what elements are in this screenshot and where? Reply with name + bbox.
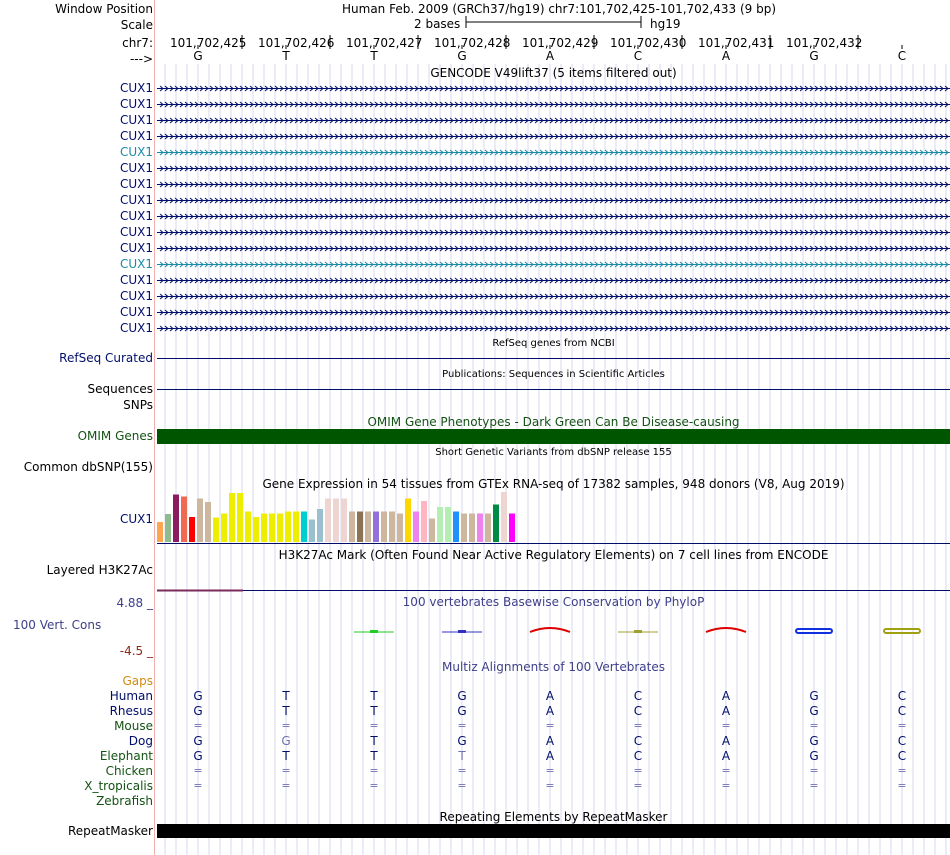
cons-glyph bbox=[634, 630, 642, 633]
gtex-bar bbox=[317, 509, 323, 542]
cons-glyph bbox=[458, 630, 466, 633]
gtex-bar bbox=[477, 514, 483, 543]
scale-text: 2 bases bbox=[414, 17, 461, 31]
multiz-base: = bbox=[809, 719, 819, 732]
ruler-position-label: 101,702,431 bbox=[698, 36, 775, 50]
ruler-base: T bbox=[282, 49, 290, 63]
multiz-base: G bbox=[809, 689, 819, 703]
multiz-base: T bbox=[370, 689, 378, 703]
gtex-bar bbox=[253, 517, 259, 542]
gtex-bar bbox=[333, 499, 339, 543]
ruler-base: T bbox=[370, 49, 378, 63]
gtex-bar bbox=[325, 499, 331, 543]
multiz-base: C bbox=[633, 704, 643, 718]
multiz-base: A bbox=[545, 749, 555, 763]
gencode-item-label[interactable]: CUX1 bbox=[119, 225, 153, 239]
scale-assembly: hg19 bbox=[650, 17, 681, 31]
multiz-base: = bbox=[193, 719, 203, 732]
strand-label: ---> bbox=[129, 52, 153, 66]
gencode-item-label[interactable]: CUX1 bbox=[119, 193, 153, 207]
ruler-position-label: 101,702,430 bbox=[610, 36, 687, 50]
chrom-label: chr7: bbox=[122, 36, 153, 50]
multiz-base: A bbox=[545, 689, 555, 703]
multiz-base: = bbox=[545, 764, 555, 777]
gencode-item-label[interactable]: CUX1 bbox=[119, 257, 153, 271]
window-position-label: Window Position bbox=[55, 2, 153, 16]
gtex-bar bbox=[341, 499, 347, 543]
multiz-base: G bbox=[193, 704, 203, 718]
gtex-bar bbox=[429, 519, 435, 543]
multiz-species-label[interactable]: Human bbox=[109, 689, 153, 703]
gencode-item-label[interactable]: CUX1 bbox=[119, 289, 153, 303]
gtex-bar bbox=[349, 512, 355, 543]
multiz-base: = bbox=[721, 779, 731, 792]
multiz-base: = bbox=[897, 764, 907, 777]
multiz-species-label[interactable]: Zebrafish bbox=[96, 794, 153, 808]
h3k27ac-label[interactable]: Layered H3K27Ac bbox=[46, 563, 153, 577]
gtex-bar bbox=[493, 505, 499, 543]
multiz-base: C bbox=[633, 689, 643, 703]
gtex-bar bbox=[237, 493, 243, 542]
gaps-label: Gaps bbox=[122, 674, 153, 688]
omim-label[interactable]: OMIM Genes bbox=[77, 429, 153, 443]
snps-label[interactable]: SNPs bbox=[123, 398, 153, 412]
multiz-species-label[interactable]: X_tropicalis bbox=[84, 779, 153, 793]
refseq-label[interactable]: RefSeq Curated bbox=[59, 351, 153, 365]
multiz-base: G bbox=[457, 734, 467, 748]
gencode-item-label[interactable]: CUX1 bbox=[119, 321, 153, 335]
omim-bar bbox=[157, 429, 950, 444]
gtex-bar bbox=[357, 512, 363, 543]
multiz-base: C bbox=[897, 734, 907, 748]
gencode-item-label[interactable]: CUX1 bbox=[119, 161, 153, 175]
multiz-base: = bbox=[369, 779, 379, 792]
gtex-bar bbox=[309, 520, 315, 543]
multiz-base: = bbox=[457, 779, 467, 792]
multiz-base: A bbox=[721, 749, 731, 763]
multiz-base: = bbox=[809, 779, 819, 792]
refseq-title: RefSeq genes from NCBI bbox=[492, 338, 615, 349]
gtex-bar bbox=[413, 512, 419, 543]
cons-glyph bbox=[370, 630, 378, 633]
multiz-base: = bbox=[369, 719, 379, 732]
multiz-base: T bbox=[370, 704, 378, 718]
multiz-base: G bbox=[457, 689, 467, 703]
gtex-bar bbox=[381, 512, 387, 543]
gencode-item-label[interactable]: CUX1 bbox=[119, 305, 153, 319]
ruler-position-label: 101,702,427 bbox=[346, 36, 423, 50]
multiz-base: G bbox=[809, 749, 819, 763]
multiz-base: T bbox=[282, 689, 290, 703]
multiz-base: = bbox=[633, 779, 643, 792]
cons-min-label: -4.5 _ bbox=[119, 644, 153, 658]
multiz-base: = bbox=[457, 764, 467, 777]
multiz-base: C bbox=[897, 749, 907, 763]
multiz-base: = bbox=[281, 779, 291, 792]
multiz-base: = bbox=[457, 719, 467, 732]
gencode-item-label[interactable]: CUX1 bbox=[119, 145, 153, 159]
window-position-text: Human Feb. 2009 (GRCh37/hg19) chr7:101,702,425-101,702,433 (9 bp) bbox=[342, 2, 777, 16]
ruler-base: C bbox=[633, 49, 643, 63]
cons-max-label: 4.88 _ bbox=[116, 596, 153, 610]
multiz-base: = bbox=[369, 764, 379, 777]
gtex-bar bbox=[165, 514, 171, 542]
gtex-bar bbox=[189, 517, 195, 542]
gtex-bar bbox=[501, 492, 507, 542]
repeatmasker-label[interactable]: RepeatMasker bbox=[67, 824, 153, 838]
ruler-position-label: 101,702,425 bbox=[170, 36, 247, 50]
multiz-base: G bbox=[193, 734, 203, 748]
gencode-item-label[interactable]: CUX1 bbox=[119, 81, 153, 95]
multiz-base: G bbox=[193, 689, 203, 703]
multiz-species-label[interactable]: Rhesus bbox=[109, 704, 153, 718]
gencode-item-label[interactable]: CUX1 bbox=[119, 113, 153, 127]
gtex-bar bbox=[245, 512, 251, 543]
omim-title: OMIM Gene Phenotypes - Dark Green Can Be Disease-causing bbox=[367, 415, 740, 429]
repeatmasker-title: Repeating Elements by RepeatMasker bbox=[439, 810, 668, 824]
multiz-base: G bbox=[457, 704, 467, 718]
ruler-position-label: 101,702,432 bbox=[786, 36, 863, 50]
gencode-item-label[interactable]: CUX1 bbox=[119, 273, 153, 287]
multiz-base: C bbox=[633, 749, 643, 763]
repeatmasker-bar bbox=[157, 824, 950, 838]
gtex-bar bbox=[221, 514, 227, 543]
multiz-base: T bbox=[282, 704, 290, 718]
gtex-bar bbox=[301, 512, 307, 543]
multiz-base: = bbox=[193, 779, 203, 792]
ruler-base: G bbox=[193, 49, 203, 63]
gtex-bar bbox=[421, 501, 427, 542]
gtex-bar bbox=[461, 514, 467, 543]
multiz-base: C bbox=[633, 734, 643, 748]
gtex-bar bbox=[405, 499, 411, 543]
multiz-base: = bbox=[545, 719, 555, 732]
multiz-base: T bbox=[370, 749, 378, 763]
gtex-bar bbox=[173, 495, 179, 543]
h3k27ac-title: H3K27Ac Mark (Often Found Near Active Regulatory Elements) on 7 cell lines from ENCODE bbox=[278, 548, 829, 562]
gencode-title: GENCODE V49lift37 (5 items filtered out) bbox=[430, 66, 677, 80]
gtex-label[interactable]: CUX1 bbox=[119, 512, 153, 526]
gencode-item-label[interactable]: CUX1 bbox=[119, 97, 153, 111]
multiz-base: A bbox=[721, 689, 731, 703]
multiz-base: T bbox=[282, 749, 290, 763]
multiz-title: Multiz Alignments of 100 Vertebrates bbox=[441, 660, 666, 674]
multiz-species-label[interactable]: Elephant bbox=[99, 749, 153, 763]
ruler-base: G bbox=[809, 49, 819, 63]
ruler-position-label: 101,702,428 bbox=[434, 36, 511, 50]
gtex-bar bbox=[205, 502, 211, 542]
multiz-base: G bbox=[281, 734, 291, 748]
gtex-bar bbox=[445, 507, 451, 542]
gtex-bar bbox=[197, 499, 203, 543]
scale-label: Scale bbox=[120, 18, 153, 32]
multiz-base: = bbox=[897, 779, 907, 792]
ruler-position-label: 101,702,426 bbox=[258, 36, 335, 50]
cons-label[interactable]: 100 Vert. Cons bbox=[13, 618, 102, 632]
gtex-bar bbox=[453, 512, 459, 543]
multiz-base: A bbox=[721, 734, 731, 748]
gtex-bar bbox=[389, 512, 395, 543]
gtex-bar bbox=[373, 512, 379, 543]
multiz-base: = bbox=[193, 764, 203, 777]
multiz-base: = bbox=[897, 719, 907, 732]
multiz-base: T bbox=[458, 749, 466, 763]
gencode-item-label[interactable]: CUX1 bbox=[119, 241, 153, 255]
multiz-base: = bbox=[281, 764, 291, 777]
multiz-base: = bbox=[633, 764, 643, 777]
dbsnp-label[interactable]: Common dbSNP(155) bbox=[23, 460, 153, 474]
gtex-bar bbox=[397, 514, 403, 543]
gtex-bar bbox=[485, 514, 491, 543]
gtex-bar bbox=[437, 507, 443, 542]
multiz-base: T bbox=[370, 734, 378, 748]
gtex-bar bbox=[293, 512, 299, 543]
gtex-bar bbox=[181, 497, 187, 543]
multiz-base: = bbox=[721, 719, 731, 732]
multiz-species-label[interactable]: Mouse bbox=[114, 719, 153, 733]
ruler-base: C bbox=[897, 49, 907, 63]
ruler-base: A bbox=[721, 49, 731, 63]
gtex-bar bbox=[229, 493, 235, 542]
multiz-base: = bbox=[809, 764, 819, 777]
cons-title: 100 vertebrates Basewise Conservation by PhyloP bbox=[402, 595, 705, 609]
gencode-item-label[interactable]: CUX1 bbox=[119, 209, 153, 223]
gtex-bar bbox=[213, 518, 219, 543]
multiz-base: = bbox=[721, 764, 731, 777]
gencode-item-label[interactable]: CUX1 bbox=[119, 129, 153, 143]
gtex-bar bbox=[469, 514, 475, 543]
gtex-bar bbox=[365, 512, 371, 543]
gtex-bar bbox=[261, 514, 267, 543]
multiz-base: A bbox=[545, 704, 555, 718]
publications-label[interactable]: Sequences bbox=[87, 382, 153, 396]
gtex-bar bbox=[269, 514, 275, 543]
multiz-species-label[interactable]: Dog bbox=[128, 734, 153, 748]
multiz-base: A bbox=[721, 704, 731, 718]
ruler-base: A bbox=[545, 49, 555, 63]
multiz-base: = bbox=[281, 719, 291, 732]
multiz-base: = bbox=[545, 779, 555, 792]
gencode-item-label[interactable]: CUX1 bbox=[119, 177, 153, 191]
multiz-base: G bbox=[809, 734, 819, 748]
multiz-species-label[interactable]: Chicken bbox=[105, 764, 153, 778]
gtex-title: Gene Expression in 54 tissues from GTEx RNA-seq of 17382 samples, 948 donors (V8, Aug 2019) bbox=[262, 477, 845, 491]
multiz-base: C bbox=[897, 689, 907, 703]
multiz-base: G bbox=[193, 749, 203, 763]
multiz-base: = bbox=[633, 719, 643, 732]
ruler-base: G bbox=[457, 49, 467, 63]
multiz-base: G bbox=[809, 704, 819, 718]
ruler-position-label: 101,702,429 bbox=[522, 36, 599, 50]
gtex-bar bbox=[277, 514, 283, 543]
dbsnp-title: Short Genetic Variants from dbSNP release 155 bbox=[435, 447, 672, 458]
multiz-base: A bbox=[545, 734, 555, 748]
publications-title: Publications: Sequences in Scientific Articles bbox=[442, 369, 665, 380]
gtex-bar bbox=[157, 522, 163, 542]
multiz-base: C bbox=[897, 704, 907, 718]
gtex-bar bbox=[285, 512, 291, 543]
gtex-bar bbox=[509, 514, 515, 543]
